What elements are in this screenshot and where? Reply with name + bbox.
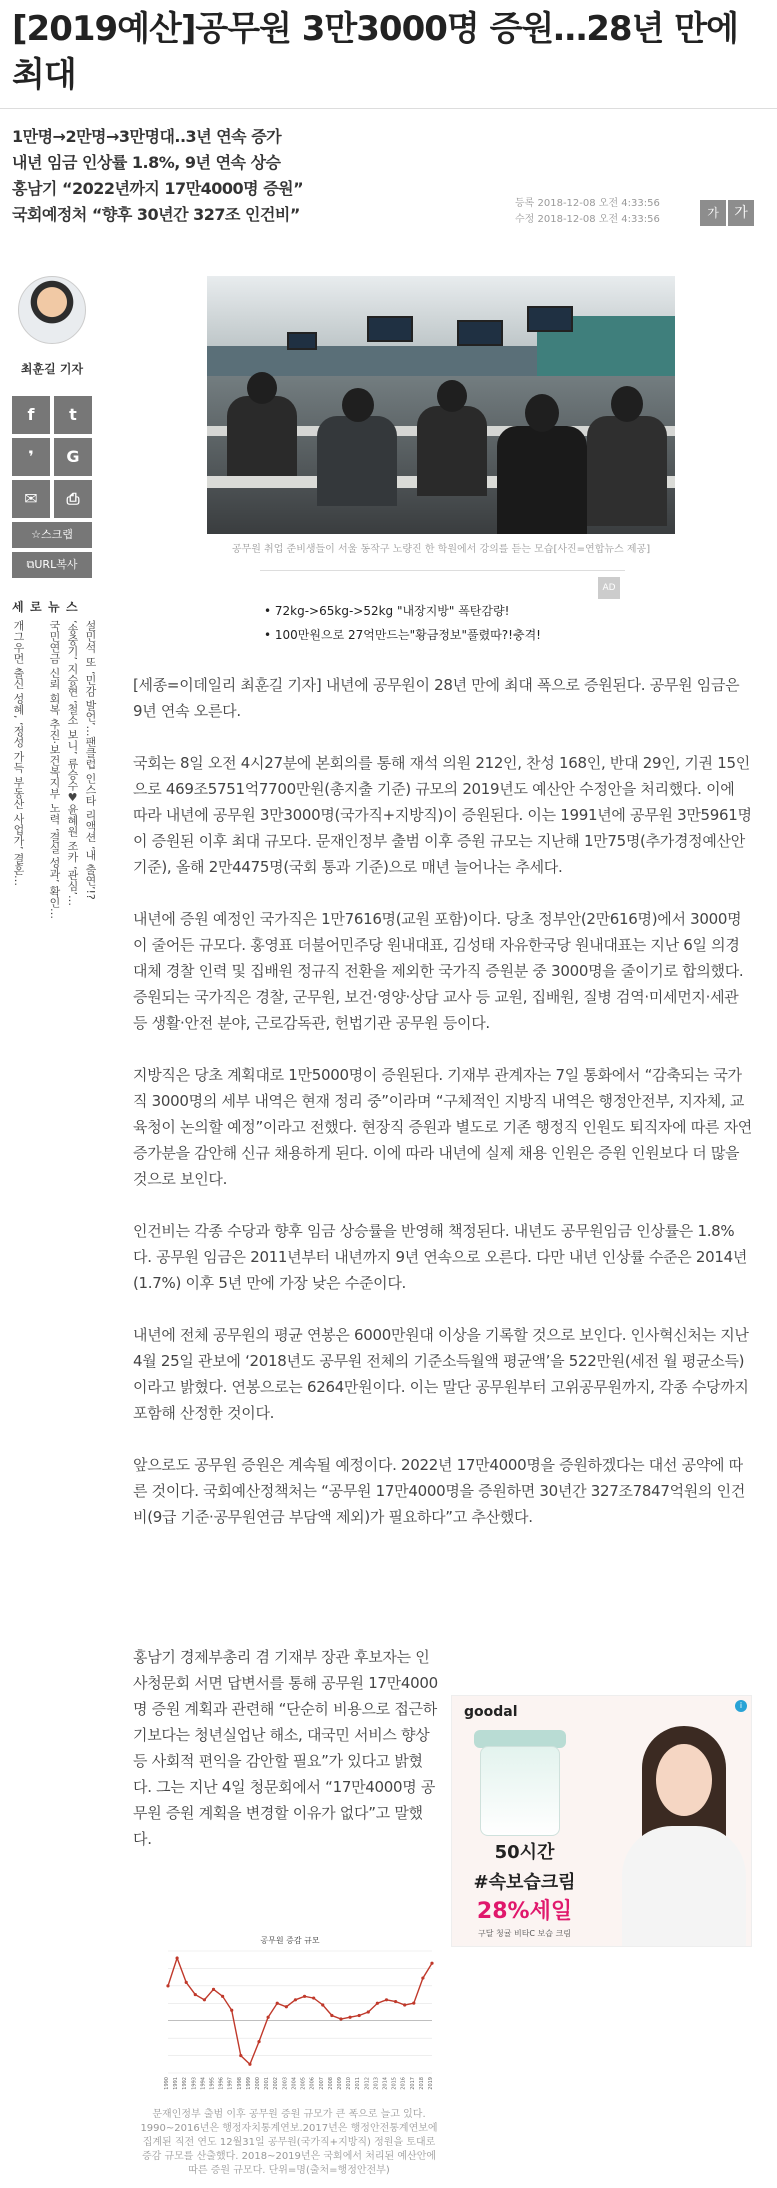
news-heading-char: 세 bbox=[12, 600, 24, 614]
ad-brand: goodal bbox=[464, 1704, 518, 1720]
twitter-icon[interactable]: t bbox=[54, 396, 92, 434]
photo-caption: 공무원 취업 준비생들이 서울 동작구 노량진 한 학원에서 강의를 듣는 모습[사진=연합뉴스 제공] bbox=[231, 544, 651, 555]
font-size-down-button[interactable]: 가 bbox=[700, 200, 726, 226]
article-paragraph: 지방직은 당초 계획대로 1만5000명이 증원된다. 기재부 관계자는 7일 통화에서 “감축되는 국가직 3000명의 세부 내역은 현재 정리 중”이라며 “구체적인 지방직 내역은 행정안전부, 지자체, 교육청이 논의할 예정”이라고 전했다. 현장직 증원과 별도로 기존 행정직 인원도 퇴직자에 따른 자연증가분을 감안해 신규 채용하게 된다. 이에 따라 내년에 실제 채용 인원은 증원 인원보다 더 많을 것으로 보인다. bbox=[133, 1066, 752, 1188]
chart-point bbox=[339, 2017, 342, 2020]
article-body-narrow bbox=[133, 1644, 438, 1852]
chart-point bbox=[294, 1998, 297, 2001]
font-size-up-button[interactable]: 가 bbox=[728, 200, 754, 226]
chart-point bbox=[248, 2063, 251, 2066]
chart-point bbox=[358, 2014, 361, 2017]
chart-x-tick-label: 2007 bbox=[318, 2077, 325, 2090]
chart-point bbox=[403, 2003, 406, 2006]
news-item[interactable]: 설민석 또 ‘민감 발언’…팬클럽 인스타 리액션 ‘내 출연’!? bbox=[84, 620, 97, 900]
facebook-icon[interactable]: f bbox=[12, 396, 50, 434]
chart-point bbox=[367, 2010, 370, 2013]
scrap-button[interactable]: ☆스크랩 bbox=[12, 522, 92, 548]
chart-x-tick-label: 2005 bbox=[300, 2077, 307, 2090]
article-paragraph: 앞으로도 공무원 증원은 계속될 예정이다. 2022년 17만4000명을 증원하겠다는 대선 공약에 따른 것이다. 국회예산정책처는 “공무원 17만4000명을 증원하면 30년간 327조7847억원의 인건비(9급 기준·공무원연금 부담액 제외)가 필요하다”고 추산했다. bbox=[133, 1456, 746, 1526]
article-paragraph: 인건비는 각종 수당과 향후 임금 상승률을 반영해 책정된다. 내년도 공무원임금 인상률은 1.8%다. 공무원 임금은 2011년부터 내년까지 9년 연속으로 오른다. 다만 내년 인상률 수준은 2014년(1.7%) 이후 5년 만에 가장 낮은 수준이다. bbox=[133, 1222, 748, 1292]
chart-x-tick-label: 1991 bbox=[173, 2077, 180, 2090]
chart-x-tick-label: 2019 bbox=[428, 2077, 434, 2090]
chart-x-tick-label: 2006 bbox=[309, 2077, 316, 2090]
chart-x-tick-label: 1990 bbox=[164, 2077, 170, 2090]
ad-badge: AD bbox=[598, 577, 620, 599]
ad-hours: 50시간 bbox=[494, 1842, 555, 1863]
chart-title: 공무원 증감 규모 bbox=[260, 1936, 320, 1945]
title-divider bbox=[0, 108, 777, 109]
chart-x-tick-label: 2017 bbox=[409, 2077, 416, 2090]
chart-x-tick-label: 2011 bbox=[355, 2077, 362, 2090]
chart-x-tick-label: 2001 bbox=[264, 2077, 271, 2090]
subhead: 홍남기 “2022년까지 17만4000명 증원” bbox=[12, 179, 304, 198]
chart-point bbox=[267, 2016, 270, 2019]
registered-date: 등록 2018-12-08 오전 4:33:56 bbox=[515, 198, 660, 209]
ad-model-image bbox=[612, 1716, 752, 1947]
article-paragraph: 국회는 8일 오전 4시27분에 본회의를 통해 재석 의원 212인, 찬성 168인, 반대 29인, 기권 15인으로 469조5751억7700만원(총지출 기준) 규모의 2019년도 예산안 수정안을 처리했다. 이에 따라 내년에 공무원 3만3000명(국가직+지방직)이 증원된다. 이는 1991년에 공무원 3만5961명이 증원된 이후 최대 규모다. 문재인정부 출범 이후 증원 규모는 지난해 1만75명(추가경정예산안 기준), 올해 2만4475명(국회 통과 기준)으로 매년 늘어나는 추세다. bbox=[133, 754, 752, 876]
chart-x-tick-label: 1999 bbox=[245, 2077, 252, 2090]
news-sidebar-heading bbox=[12, 598, 102, 615]
news-sidebar bbox=[8, 600, 100, 1020]
chart-x-tick-label: 2010 bbox=[346, 2077, 353, 2090]
article-photo bbox=[207, 276, 675, 534]
chart-point bbox=[239, 2054, 242, 2057]
chart-point bbox=[330, 2014, 333, 2017]
chart-x-tick-label: 2012 bbox=[364, 2077, 371, 2090]
chart-x-tick-label: 2004 bbox=[291, 2077, 298, 2090]
chart-point bbox=[276, 2002, 279, 2005]
news-item[interactable]: 개그우먼 출신 성혜, ‘정성 가득 부동산 사업가’ 결혼… bbox=[12, 620, 25, 886]
chart-series-line bbox=[168, 1958, 432, 2064]
article-paragraph: [세종=이데일리 최훈길 기자] 내년에 공무원이 28년 만에 최대 폭으로 증원된다. 공무원 임금은 9년 연속 오른다. bbox=[133, 676, 740, 720]
chart-x-tick-label: 1992 bbox=[182, 2077, 189, 2090]
promo-link[interactable]: • 72kg->65kg->52kg "내장지방" 폭탄감량! bbox=[264, 604, 510, 618]
promo-link[interactable]: • 100만원으로 27억만드는"황금정보"풀렸따?!충격! bbox=[264, 628, 541, 642]
ad-note: 구달 청귤 비타C 보습 크림 bbox=[477, 1929, 572, 1938]
article-headline: [2019예산]공무원 3만3000명 증원…28년 만에 최대 bbox=[12, 9, 738, 95]
chart-x-tick-label: 2000 bbox=[255, 2077, 262, 2090]
chart-x-tick-label: 2009 bbox=[336, 2077, 343, 2090]
chart-x-tick-label: 1994 bbox=[200, 2077, 207, 2090]
subhead: 국회예정처 “향후 30년간 327조 인건비” bbox=[12, 205, 300, 224]
chart-x-tick-label: 1996 bbox=[218, 2077, 225, 2090]
chart-x-tick-label: 1995 bbox=[209, 2077, 216, 2090]
divider bbox=[260, 570, 625, 571]
email-icon[interactable]: ✉ bbox=[12, 480, 50, 518]
goodal-ad[interactable] bbox=[451, 1695, 752, 1947]
staff-change-chart bbox=[140, 1935, 440, 2105]
chart-point bbox=[230, 2009, 233, 2012]
ad-sale: 28%세일 bbox=[476, 1899, 573, 1924]
chart-x-tick-label: 2003 bbox=[282, 2077, 289, 2090]
news-heading-char: 스 bbox=[66, 600, 78, 614]
chart-x-tick-label: 1993 bbox=[191, 2077, 198, 2090]
chart-point bbox=[194, 1993, 197, 1996]
article-paragraph: 홍남기 경제부총리 겸 기재부 장관 후보자는 인사청문회 서면 답변서를 통해 공무원 17만4000명 증원 계획과 관련해 “단순히 비용으로 접근하기보다는 청년실업난 해소, 대국민 서비스 향상 등 사회적 편익을 감안할 필요”가 있다고 밝혔다. 그는 지난 4일 청문회에서 “17만4000명 공무원 증원 계획을 변경할 이유가 없다”고 말했다. bbox=[133, 1648, 438, 1848]
chart-point bbox=[376, 2002, 379, 2005]
news-heading-char: 뉴 bbox=[48, 600, 60, 614]
kakao-story-icon[interactable]: ❜ bbox=[12, 438, 50, 476]
subheads bbox=[12, 124, 512, 228]
ad-product: #속보습크림 bbox=[473, 1872, 576, 1893]
chart-point bbox=[176, 1956, 179, 1959]
chart-point bbox=[412, 2002, 415, 2005]
subhead: 1만명→2만명→3만명대..3년 연속 증가 bbox=[12, 127, 282, 146]
chart-point bbox=[421, 1976, 424, 1979]
chart-point bbox=[385, 1998, 388, 2001]
news-item[interactable]: ‘송중기’ 지승현 ‘철소 보니’ 류승수♥윤혜원 조카 ‘관심’… bbox=[66, 620, 79, 906]
chart-point bbox=[430, 1962, 433, 1965]
chart-point bbox=[312, 1996, 315, 1999]
chart-x-tick-label: 2016 bbox=[400, 2077, 407, 2090]
chart-point bbox=[221, 1995, 224, 1998]
author-name[interactable]: 최훈길 기자 bbox=[20, 362, 84, 376]
url-copy-button[interactable]: ⧉URL복사 bbox=[12, 552, 92, 578]
chart-point bbox=[166, 1984, 169, 1987]
news-item[interactable]: 국민연금 신뢰 회복 추진·보건복지부 노력 ‘결실 성과’ 확인… bbox=[48, 620, 61, 919]
chart-x-tick-label: 2013 bbox=[373, 2077, 380, 2090]
author-avatar[interactable] bbox=[18, 276, 86, 344]
chart-x-tick-label: 1997 bbox=[227, 2077, 234, 2090]
chart-x-tick-label: 1998 bbox=[236, 2077, 243, 2090]
news-heading-char: 로 bbox=[30, 600, 42, 614]
chart-x-tick-label: 2014 bbox=[382, 2077, 389, 2090]
article-dates bbox=[515, 196, 695, 228]
google-icon[interactable]: G bbox=[54, 438, 92, 476]
chart-point bbox=[394, 2000, 397, 2003]
chart-x-tick-label: 2015 bbox=[391, 2077, 398, 2090]
article-paragraph: 내년에 전체 공무원의 평균 연봉은 6000만원대 이상을 기록할 것으로 보인다. 인사혁신처는 지난 4월 25일 관보에 ‘2018년도 공무원 전체의 기준소득월액 평균액’을 522만원(세전 월 평균소득)이라고 밝혔다. 연봉으로는 6264만원이다. 이는 말단 공무원부터 고위공무원까지, 각종 수당까지 포함해 산정한 것이다. bbox=[133, 1326, 749, 1422]
chart-point bbox=[321, 2003, 324, 2006]
print-icon[interactable]: ⎙ bbox=[54, 480, 92, 518]
article-paragraph: 내년에 증원 예정인 국가직은 1만7616명(교원 포함)이다. 당초 정부안(2만616명)에서 3000명이 줄어든 규모다. 홍영표 더불어민주당 원내대표, 김성태 자유한국당 원내대표는 지난 6일 의경대체 경찰 인력 및 집배원 정규직 전환을 제외한 국가직 증원분 중 3000명을 줄이기로 합의했다. 증원되는 국가직은 경찰, 군무원, 보건·영양·상담 교사 등 교원, 집배원, 질병 검역·미세먼지·세관 등 생활·안전 분야, 근로감독관, 헌법기관 공무원 등이다. bbox=[133, 910, 744, 1032]
chart-plot bbox=[140, 1945, 440, 2110]
modified-date: 수정 2018-12-08 오전 4:33:56 bbox=[515, 214, 660, 225]
cream-jar bbox=[480, 1746, 560, 1836]
chart-point bbox=[212, 1988, 215, 1991]
chart-caption: 문재인정부 출범 이후 공무원 증원 규모가 큰 폭으로 늘고 있다. 1990~2016년은 행정자치통계연보.2017년은 행정안전통계연보에 집계된 직전 연도 12월31일 공무원(국가직+지방직) 정원을 토대로 증감 규모를 산출했다. 2018~2019년은 국회에서 처리된 예산안에 따른 증원 규모다. 단위=명(출처=행정안전부) bbox=[140, 2109, 438, 2176]
chart-x-tick-label: 2018 bbox=[418, 2077, 425, 2090]
chart-point bbox=[203, 1998, 206, 2001]
chart-point bbox=[348, 2016, 351, 2019]
chart-point bbox=[303, 1995, 306, 1998]
subhead: 내년 임금 인상률 1.8%, 9년 연속 상승 bbox=[12, 153, 281, 172]
chart-x-tick-label: 2002 bbox=[273, 2077, 280, 2090]
chart-x-tick-label: 2008 bbox=[327, 2077, 334, 2090]
chart-point bbox=[285, 2005, 288, 2008]
article-body bbox=[133, 672, 753, 1556]
chart-point bbox=[185, 1981, 188, 1984]
info-icon[interactable]: i bbox=[735, 1700, 747, 1712]
chart-point bbox=[257, 2040, 260, 2043]
